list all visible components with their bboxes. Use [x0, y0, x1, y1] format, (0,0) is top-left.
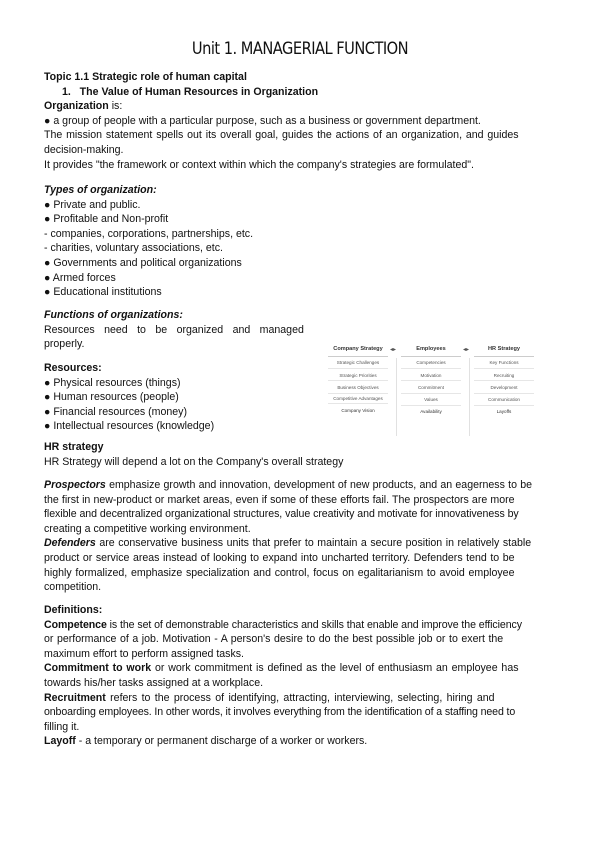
list-item: ● Financial resources (money) — [44, 405, 187, 418]
competence-line-1 — [44, 618, 557, 633]
competence-term: Competence — [44, 618, 107, 631]
diagram-cell: Company Vision — [341, 407, 375, 413]
prospectors-term: Prospectors — [44, 479, 106, 491]
section-subheading: 1. The Value of Human Resources in Organization — [62, 85, 319, 98]
list-item: - charities, voluntary associations, etc. — [44, 242, 223, 255]
list-item: ● Educational institutions — [44, 286, 162, 299]
competence-text: is the set of demonstrable characteristics and skills that enable and improve the efficiency — [106, 618, 522, 631]
list-item: ● Armed forces — [44, 271, 116, 284]
defenders-line-1 — [44, 536, 557, 551]
list-item: ● Human resources (people) — [44, 391, 179, 404]
types-section — [44, 183, 557, 300]
topic-heading: Topic 1.1 Strategic role of human capital — [44, 71, 247, 83]
diagram-cell: Business Objectives — [328, 381, 388, 393]
competence-line-3: maximum effort to perform assigned tasks. — [44, 647, 244, 660]
diagram-cell: Development — [474, 381, 534, 393]
diagram-cell: Communication — [474, 394, 534, 406]
layoff-term: Layoff — [44, 735, 76, 748]
divider — [469, 358, 470, 436]
strategy-types-section — [44, 478, 557, 595]
company-strategy-column — [328, 344, 388, 416]
functions-line-2: properly. — [44, 338, 85, 351]
organization-definition-start — [44, 99, 557, 114]
definitions-heading: Definitions: — [44, 604, 103, 616]
list-item: - companies, corporations, partnerships, etc. — [44, 227, 254, 240]
list-item: ● Physical resources (things) — [44, 376, 181, 389]
defenders-line-3: highly formalized, emphasize specialization and control, focus on egalitarianism to avoid employee — [44, 566, 515, 579]
diagram-cell: Recruiting — [474, 369, 534, 381]
employees-column — [401, 344, 461, 417]
layoff-text: - a temporary or permanent discharge of a worker or workers. — [75, 735, 368, 748]
diagram-cell: Layoffs — [496, 409, 512, 415]
prospectors-line-1 — [44, 478, 557, 493]
hr-strategy-column — [474, 344, 534, 417]
functions-heading: Functions of organizations: — [44, 309, 183, 321]
diagram-cell: Key Functions — [474, 357, 534, 369]
column-header: Employees — [401, 344, 461, 357]
list-item: ● Private and public. — [44, 198, 141, 211]
diagram-cell: Strategic Challenges — [328, 357, 388, 369]
functions-line-1: Resources need to be organized and managed — [44, 323, 304, 336]
definitions-section — [44, 603, 557, 749]
organization-line-2: The mission statement spells out its overall goal, guides the actions of an organization, and guides — [44, 129, 519, 142]
defenders-line-4: competition. — [44, 581, 102, 594]
topic-block — [44, 70, 557, 172]
organization-line-3: decision-making. — [44, 143, 124, 156]
recruitment-line-2: onboarding employees. In other words, it involves everything from the identification of a staffing need to — [44, 706, 516, 719]
organization-line-1: ● a group of people with a particular purpose, such as a business or government department. — [44, 114, 481, 127]
recruitment-text: refers to the process of identifying, attracting, interviewing, selecting, hiring and — [105, 691, 495, 704]
column-header: Company Strategy — [328, 344, 388, 357]
resources-section — [44, 361, 324, 434]
defenders-line-2: product or service areas instead of looking to expand into uncharted territory. Defenders tend to be — [44, 551, 515, 564]
diagram-cell: Competencies — [401, 357, 461, 369]
prospectors-line-3: flexible and decentralized organizational structures, value creativity and motivate for innovativeness by — [44, 508, 519, 521]
defenders-term: Defenders — [44, 537, 96, 550]
functions-section — [44, 308, 324, 352]
layoff-line — [44, 734, 557, 749]
list-item: ● Intellectual resources (knowledge) — [44, 420, 215, 433]
hr-heading: HR strategy — [44, 441, 104, 453]
diagram-cell: Availability — [420, 409, 442, 415]
diagram-cell: Commitment — [401, 381, 461, 393]
commitment-term: Commitment to work — [44, 662, 152, 675]
hr-line: HR Strategy will depend a lot on the Company's overall strategy — [44, 455, 344, 468]
prospectors-line-4: creating a competitive working environment. — [44, 522, 251, 535]
competence-line-2: or performance of a job. Motivation - A person's desire to do the best possible job or to exert the — [44, 633, 504, 646]
organization-term: Organization — [44, 100, 109, 113]
bidirectional-arrow-icon: ◂▸ — [463, 347, 470, 353]
diagram-cell: Values — [401, 394, 461, 406]
recruitment-line-3: filling it. — [44, 720, 80, 733]
diagram-cell: Competitive Advantages — [328, 394, 388, 405]
commitment-text: or work commitment is defined as the level of enthusiasm an employee has — [151, 662, 519, 675]
recruitment-line-1 — [44, 691, 557, 706]
organization-line-4: It provides "the framework or context within which the company's strategies are formulated". — [44, 158, 474, 171]
prospectors-text: emphasize growth and innovation, development of new products, and an eagerness to be — [105, 479, 532, 491]
bidirectional-arrow-icon: ◂▸ — [390, 347, 397, 353]
list-item: ● Governments and political organizations — [44, 256, 242, 269]
column-header: HR Strategy — [474, 344, 534, 357]
divider — [396, 358, 397, 436]
page-title: Unit 1. MANAGERIAL FUNCTION — [191, 39, 409, 59]
hr-strategy-section — [44, 440, 557, 469]
commitment-line-1 — [44, 661, 557, 676]
diagram-cell: Motivation — [401, 369, 461, 381]
defenders-text: are conservative business units that prefer to maintain a secure position in relatively stable — [95, 537, 532, 550]
strategy-diagram — [328, 344, 534, 440]
recruitment-term: Recruitment — [44, 691, 106, 704]
organization-is: is: — [108, 100, 123, 113]
commitment-line-2: towards his/her tasks assigned at a workplace. — [44, 676, 264, 689]
list-item: ● Profitable and Non-profit — [44, 213, 169, 226]
prospectors-line-2: the first in new-product or market areas, even if some of these efforts fail. The prospectors are more — [44, 493, 515, 506]
types-heading: Types of organization: — [44, 184, 157, 196]
diagram-cell: Strategic Priorities — [328, 369, 388, 381]
resources-heading: Resources: — [44, 362, 102, 374]
